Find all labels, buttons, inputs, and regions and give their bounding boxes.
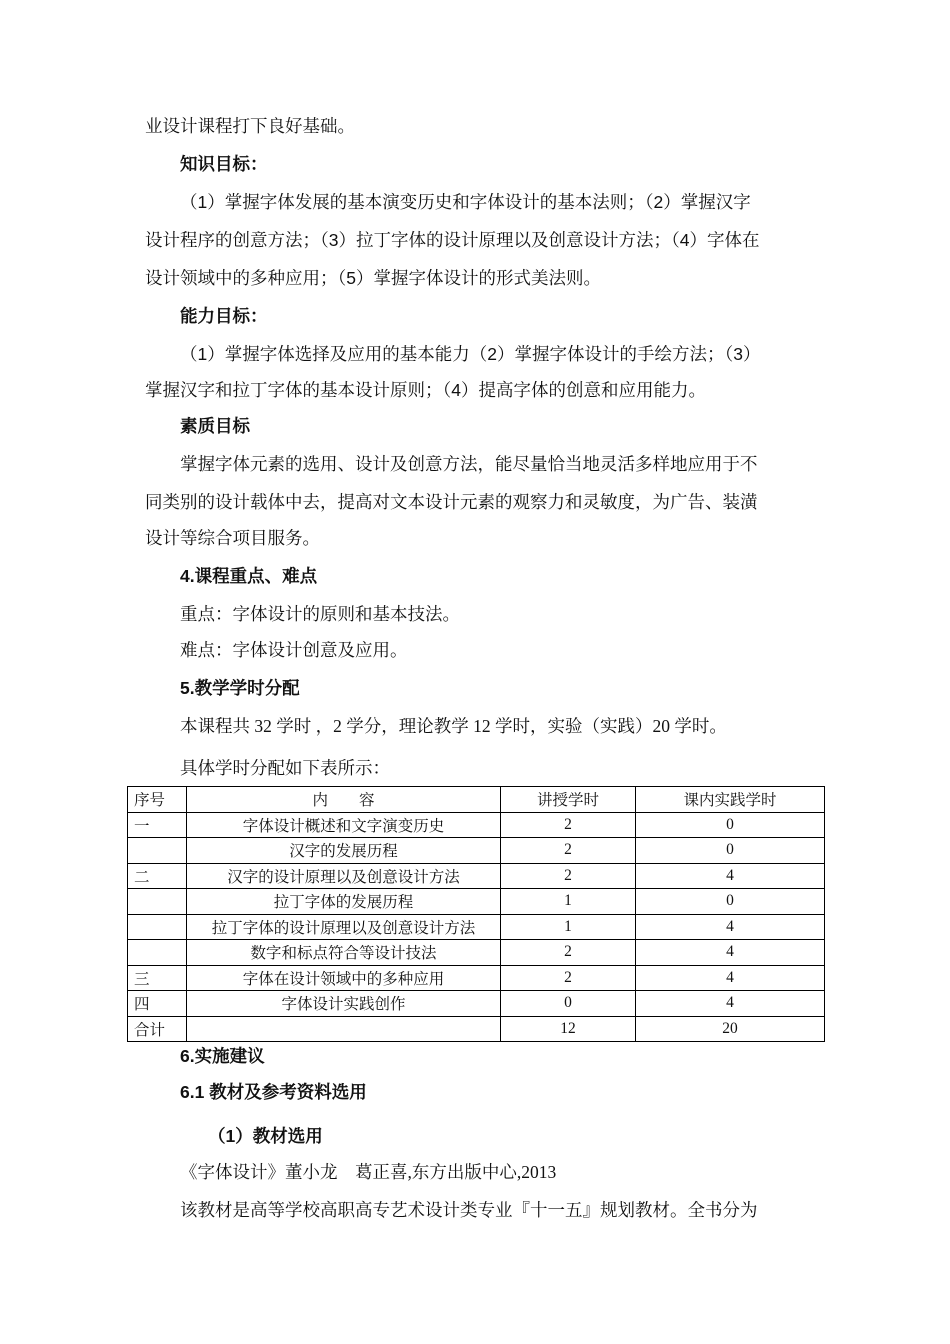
cell-practice-hours: 4 bbox=[636, 914, 825, 940]
section4-key-point: 重点：字体设计的原则和基本技法。 bbox=[180, 604, 460, 624]
cell-content: 字体设计概述和文字演变历史 bbox=[187, 812, 501, 838]
hours-table-header-row bbox=[128, 787, 825, 813]
cell-practice-hours: 0 bbox=[636, 838, 825, 864]
cell-practice-hours: 4 bbox=[636, 965, 825, 991]
knowledge-heading: 知识目标： bbox=[180, 154, 268, 174]
cell-seq bbox=[128, 838, 187, 864]
table-total-row bbox=[128, 1016, 825, 1042]
section6-heading: 6.实施建议 bbox=[180, 1046, 265, 1066]
table-row bbox=[128, 889, 825, 915]
cell-lecture-hours: 12 bbox=[501, 1016, 636, 1042]
quality-line-3: 设计等综合项目服务。 bbox=[145, 528, 320, 548]
cell-practice-hours: 4 bbox=[636, 991, 825, 1017]
cell-content: 汉字的设计原理以及创意设计方法 bbox=[187, 863, 501, 889]
section5-heading: 5.教学学时分配 bbox=[180, 678, 300, 698]
cell-seq: 四 bbox=[128, 991, 187, 1017]
cell-lecture-hours: 2 bbox=[501, 965, 636, 991]
quality-line-2: 同类别的设计载体中去，提高对文本设计元素的观察力和灵敏度，为广告、装潢 bbox=[145, 492, 758, 512]
cell-lecture-hours: 1 bbox=[501, 889, 636, 915]
ability-line-2: 掌握汉字和拉丁字体的基本设计原则；（4）提高字体的创意和应用能力。 bbox=[145, 380, 706, 400]
cell-seq: 三 bbox=[128, 965, 187, 991]
cell-practice-hours: 4 bbox=[636, 863, 825, 889]
table-row bbox=[128, 940, 825, 966]
table-row bbox=[128, 991, 825, 1017]
ability-line-1: （1）掌握字体选择及应用的基本能力（2）掌握字体设计的手绘方法；（3） bbox=[180, 344, 761, 364]
cell-lecture-hours: 2 bbox=[501, 838, 636, 864]
table-row bbox=[128, 812, 825, 838]
cell-lecture-hours: 0 bbox=[501, 991, 636, 1017]
section6-1-heading: 6.1 教材及参考资料选用 bbox=[180, 1082, 367, 1102]
ability-heading: 能力目标： bbox=[180, 306, 268, 326]
textbook-citation: 《字体设计》董小龙 葛正喜,东方出版中心,2013 bbox=[180, 1162, 557, 1182]
section4-difficulty: 难点：字体设计创意及应用。 bbox=[180, 640, 408, 660]
cell-practice-hours: 0 bbox=[636, 812, 825, 838]
knowledge-line-3: 设计领域中的多种应用；（5）掌握字体设计的形式美法则。 bbox=[145, 268, 601, 288]
cell-seq bbox=[128, 914, 187, 940]
cell-seq bbox=[128, 940, 187, 966]
header-content: 内 容 bbox=[187, 787, 501, 813]
cell-lecture-hours: 1 bbox=[501, 914, 636, 940]
cell-seq: 合计 bbox=[128, 1016, 187, 1042]
cell-lecture-hours: 2 bbox=[501, 940, 636, 966]
cell-lecture-hours: 2 bbox=[501, 812, 636, 838]
cell-content: 拉丁字体的设计原理以及创意设计方法 bbox=[187, 914, 501, 940]
cell-content: 字体设计实践创作 bbox=[187, 991, 501, 1017]
header-practice-hours: 课内实践学时 bbox=[636, 787, 825, 813]
header-seq: 序号 bbox=[128, 787, 187, 813]
quality-heading: 素质目标 bbox=[180, 416, 250, 436]
textbook-selection-heading: （1）教材选用 bbox=[208, 1126, 323, 1146]
cell-lecture-hours: 2 bbox=[501, 863, 636, 889]
cell-content bbox=[187, 1016, 501, 1042]
cell-seq: 一 bbox=[128, 812, 187, 838]
cell-practice-hours: 4 bbox=[636, 940, 825, 966]
knowledge-line-2: 设计程序的创意方法；（3）拉丁字体的设计原理以及创意设计方法；（4）字体在 bbox=[145, 230, 760, 250]
cell-seq: 二 bbox=[128, 863, 187, 889]
table-row bbox=[128, 838, 825, 864]
header-lecture-hours: 讲授学时 bbox=[501, 787, 636, 813]
quality-line-1: 掌握字体元素的选用、设计及创意方法，能尽量恰当地灵活多样地应用于不 bbox=[180, 454, 758, 474]
cell-practice-hours: 20 bbox=[636, 1016, 825, 1042]
cell-content: 拉丁字体的发展历程 bbox=[187, 889, 501, 915]
intro-tail-text: 业设计课程打下良好基础。 bbox=[145, 116, 355, 136]
knowledge-line-1: （1）掌握字体发展的基本演变历史和字体设计的基本法则；（2）掌握汉字 bbox=[180, 192, 751, 212]
hours-table bbox=[127, 786, 825, 1042]
section5-table-intro: 具体学时分配如下表所示： bbox=[180, 758, 390, 778]
cell-practice-hours: 0 bbox=[636, 889, 825, 915]
table-row bbox=[128, 863, 825, 889]
cell-seq bbox=[128, 889, 187, 915]
section5-summary: 本课程共 32 学时 ，2 学分，理论教学 12 学时，实验（实践）20 学时。 bbox=[180, 716, 727, 736]
table-row bbox=[128, 914, 825, 940]
cell-content: 数字和标点符合等设计技法 bbox=[187, 940, 501, 966]
section4-heading: 4.课程重点、难点 bbox=[180, 566, 318, 586]
table-row bbox=[128, 965, 825, 991]
cell-content: 字体在设计领域中的多种应用 bbox=[187, 965, 501, 991]
textbook-description: 该教材是高等学校高职高专艺术设计类专业『十一五』规划教材。全书分为 bbox=[180, 1200, 758, 1220]
cell-content: 汉字的发展历程 bbox=[187, 838, 501, 864]
